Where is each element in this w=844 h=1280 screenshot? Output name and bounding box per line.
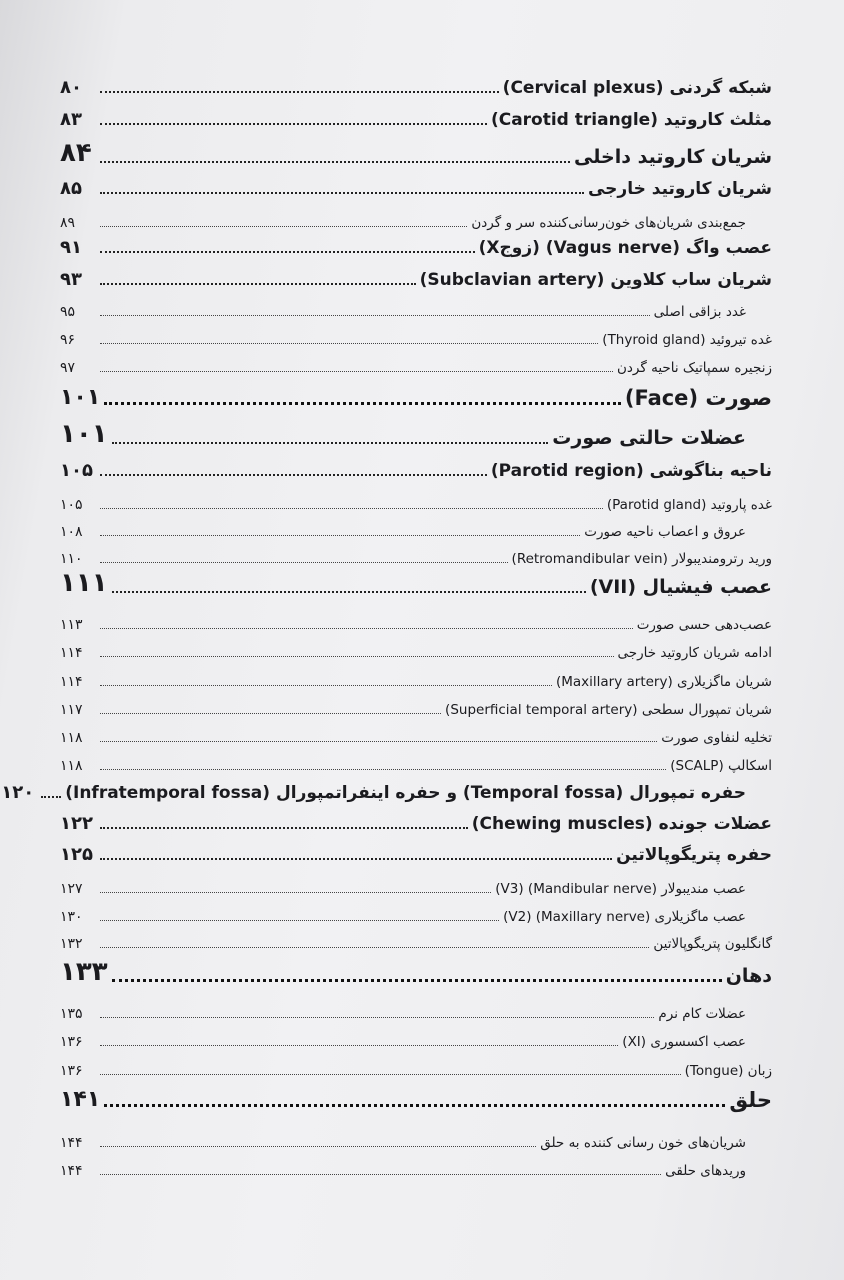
toc-entry-title: عصب اکسسوری (XI) <box>622 1034 746 1051</box>
toc-entry <box>60 720 772 746</box>
toc-entry-title: عضلات کام نرم <box>658 1006 746 1023</box>
toc-entry <box>60 1086 772 1112</box>
toc-entry <box>60 72 772 98</box>
toc-entry-title: گانگلیون پتریگوپالاتین <box>653 936 772 953</box>
dot-leader <box>100 343 598 344</box>
dot-leader <box>100 508 603 509</box>
toc-entry <box>60 205 772 231</box>
dot-leader <box>100 685 552 686</box>
toc-entry-title: عضلات جونده (Chewing muscles) <box>471 814 772 835</box>
toc-entry <box>60 635 772 661</box>
dot-leader <box>100 192 584 194</box>
toc-entry-title: اسکالپ (SCALP) <box>670 758 772 775</box>
toc-entry <box>60 664 772 690</box>
dot-leader <box>100 251 475 253</box>
toc-entry-page-number: ۱۲۷ <box>60 880 83 897</box>
toc-entry-page-number: ۱۱۴ <box>60 644 83 661</box>
toc-entry-page-number: ۱۲۵ <box>60 844 93 866</box>
toc-entry-title: شریان‌های خون رسانی کننده به حلق <box>540 1135 746 1152</box>
toc-entry-page-number: ۱۰۱ <box>60 384 101 410</box>
toc-entry <box>60 104 772 130</box>
toc-entry <box>60 514 772 540</box>
toc-entry <box>60 839 772 865</box>
toc-entry-title: زبان (Tongue) <box>684 1063 772 1080</box>
toc-entry-title: عضلات حالتی صورت <box>552 427 746 450</box>
dot-leader <box>100 741 657 742</box>
toc-entry-page-number: ۱۴۴ <box>60 1134 83 1151</box>
dot-leader <box>100 827 468 829</box>
toc-entry-page-number: ۱۲۰ <box>1 782 35 804</box>
toc-entry-page-number: ۹۷ <box>60 359 76 376</box>
toc-entry-title: غده پاروتید (Parotid gland) <box>606 497 772 514</box>
toc-entry-page-number: ۸۰ <box>60 77 82 99</box>
toc-entry-page-number: ۱۳۰ <box>60 908 83 925</box>
toc-entry <box>60 232 772 258</box>
toc-entry <box>60 487 772 513</box>
dot-leader <box>100 1174 661 1175</box>
dot-leader <box>100 283 416 285</box>
toc-entry <box>60 173 772 199</box>
dot-leader <box>112 591 586 593</box>
dot-leader <box>100 123 487 125</box>
toc-entry <box>60 541 772 567</box>
toc-entry-title: مثلث کاروتید (Carotid triangle) <box>490 110 772 131</box>
toc-entry-page-number: ۹۶ <box>60 331 76 348</box>
dot-leader <box>100 1146 536 1147</box>
dot-leader <box>100 947 649 948</box>
dot-leader <box>112 442 549 444</box>
toc-entry-page-number: ۱۰۱ <box>60 419 108 450</box>
toc-entry <box>1 777 772 804</box>
dot-leader <box>100 1017 654 1018</box>
toc-entry <box>60 808 772 834</box>
toc-entry <box>60 264 772 290</box>
toc-entry-title: عصب واگ (Vagus nerve) (زوجX) <box>478 238 772 259</box>
toc-entry-page-number: ۸۳ <box>60 109 82 131</box>
toc-entry <box>60 1153 772 1179</box>
toc-entry-title: جمع‌بندی شریان‌های خون‌رسانی‌کننده سر و گردن <box>471 215 746 232</box>
toc-entry-page-number: ۸۹ <box>60 214 76 231</box>
dot-leader <box>100 91 499 93</box>
toc-entry-page-number: ۱۴۱ <box>60 1086 101 1112</box>
toc-entry-page-number: ۱۱۸ <box>60 729 83 746</box>
dot-leader <box>100 656 614 657</box>
dot-leader <box>41 796 61 798</box>
toc-entry <box>60 350 772 376</box>
toc-entry-page-number: ۱۱۷ <box>60 701 83 718</box>
toc-entry <box>60 957 772 988</box>
toc-entry <box>60 1125 772 1151</box>
toc-entry-title: شریان ساب کلاوین (Subclavian artery) <box>419 270 772 291</box>
dot-leader <box>100 628 633 629</box>
dot-leader <box>100 161 570 163</box>
dot-leader <box>100 892 491 893</box>
toc-entry-title: صورت (Face) <box>624 385 772 410</box>
toc-entry-page-number: ۱۳۶ <box>60 1062 83 1079</box>
toc-entry-title: حفره پتریگوپالاتین <box>616 845 772 866</box>
toc-entry-title: غدد بزاقی اصلی <box>653 304 746 321</box>
dot-leader <box>100 858 612 860</box>
toc-entry-page-number: ۹۳ <box>60 269 82 291</box>
toc-entry-page-number: ۱۳۲ <box>60 935 83 952</box>
dot-leader <box>100 920 499 921</box>
toc-entry <box>60 899 772 925</box>
toc-entry-page-number: ۱۰۵ <box>60 496 83 513</box>
toc-entry <box>60 1053 772 1079</box>
toc-entry-page-number: ۹۱ <box>60 237 82 259</box>
dot-leader <box>100 474 487 476</box>
toc-entry-page-number: ۱۰۸ <box>60 523 83 540</box>
toc-entry-title: ناحیه بناگوشی (Parotid region) <box>490 461 772 482</box>
toc-entry-title: زنجیره سمپاتیک ناحیه گردن <box>616 360 772 377</box>
toc-entry <box>60 607 772 633</box>
toc-entry-title: شریان کاروتید داخلی <box>574 146 772 169</box>
toc-entry <box>60 568 772 599</box>
toc-entry-title: عروق و اعصاب ناحیه صورت <box>584 524 746 541</box>
dot-leader <box>100 562 508 563</box>
dot-leader <box>100 226 467 227</box>
toc-entry-title: غده تیروئید (Thyroid gland) <box>602 332 772 349</box>
toc-entry-page-number: ۸۵ <box>60 178 82 200</box>
toc-entry <box>60 996 772 1022</box>
toc-entry <box>60 294 772 320</box>
dot-leader <box>112 979 722 982</box>
toc-entry-title: ورید رترومندیبولار (Retromandibular vein) <box>511 551 772 568</box>
toc-entry-title: شریان کاروتید خارجی <box>587 179 772 200</box>
dot-leader <box>104 402 621 405</box>
toc-entry-page-number: ۱۳۵ <box>60 1005 83 1022</box>
toc-entry-title: حفره تمپورال (Temporal fossa) و حفره اینفراتمپورال (Infratemporal fossa) <box>65 783 746 804</box>
toc-entry <box>60 692 772 718</box>
toc-entry-page-number: ۱۱۳ <box>60 616 83 633</box>
toc-entry-page-number: ۱۰۵ <box>60 460 93 482</box>
toc-entry-title: ادامه شریان کاروتید خارجی <box>617 645 772 662</box>
toc-entry-page-number: ۱۱۰ <box>60 550 83 567</box>
toc-entry-title: عصب فیشیال (VII) <box>589 576 772 599</box>
toc-entry-title: شبکه گردنی (Cervical plexus) <box>502 78 772 99</box>
toc-entry-page-number: ۱۳۳ <box>60 957 108 988</box>
toc-entry-title: عصب ماگزیلاری (Maxillary nerve) (V2) <box>503 909 746 926</box>
toc-entry <box>60 455 772 481</box>
toc-entry-page-number: ۸۴ <box>60 138 92 169</box>
toc-entry <box>60 1024 772 1050</box>
toc-entry-title: تخلیه لنفاوی صورت <box>661 730 772 747</box>
toc-entry <box>60 871 772 897</box>
toc-entry-title: عصب مندیبولار (Mandibular nerve) (V3) <box>495 881 746 898</box>
toc-entry-page-number: ۱۳۶ <box>60 1033 83 1050</box>
toc-entry <box>60 384 772 410</box>
dot-leader <box>100 1074 681 1075</box>
toc-entry <box>60 748 772 774</box>
toc-entry-title: عصب‌دهی حسی صورت <box>636 617 772 634</box>
toc-entry-title: شریان تمپورال سطحی (Superficial temporal artery) <box>445 702 772 719</box>
dot-leader <box>104 1104 725 1107</box>
toc-entry-title: وریدهای حلقی <box>665 1163 746 1180</box>
toc-entry <box>60 138 772 169</box>
toc-entry <box>60 322 772 348</box>
toc-entry-page-number: ۱۱۸ <box>60 757 83 774</box>
dot-leader <box>100 769 666 770</box>
dot-leader <box>100 713 441 714</box>
toc-entry-title: دهان <box>725 965 772 988</box>
toc-entry-title: حلق <box>729 1087 772 1112</box>
toc-entry-page-number: ۱۴۴ <box>60 1162 83 1179</box>
toc-entry <box>60 419 772 450</box>
toc-entry-page-number: ۱۱۴ <box>60 673 83 690</box>
dot-leader <box>100 371 613 372</box>
toc-entry-page-number: ۱۲۲ <box>60 813 93 835</box>
dot-leader <box>100 315 650 316</box>
dot-leader <box>100 1045 618 1046</box>
dot-leader <box>100 535 580 536</box>
toc-entry-title: شریان ماگزیلاری (Maxillary artery) <box>555 674 772 691</box>
toc-entry-page-number: ۹۵ <box>60 303 76 320</box>
toc-entry-page-number: ۱۱۱ <box>60 568 108 599</box>
toc-entry <box>60 926 772 952</box>
